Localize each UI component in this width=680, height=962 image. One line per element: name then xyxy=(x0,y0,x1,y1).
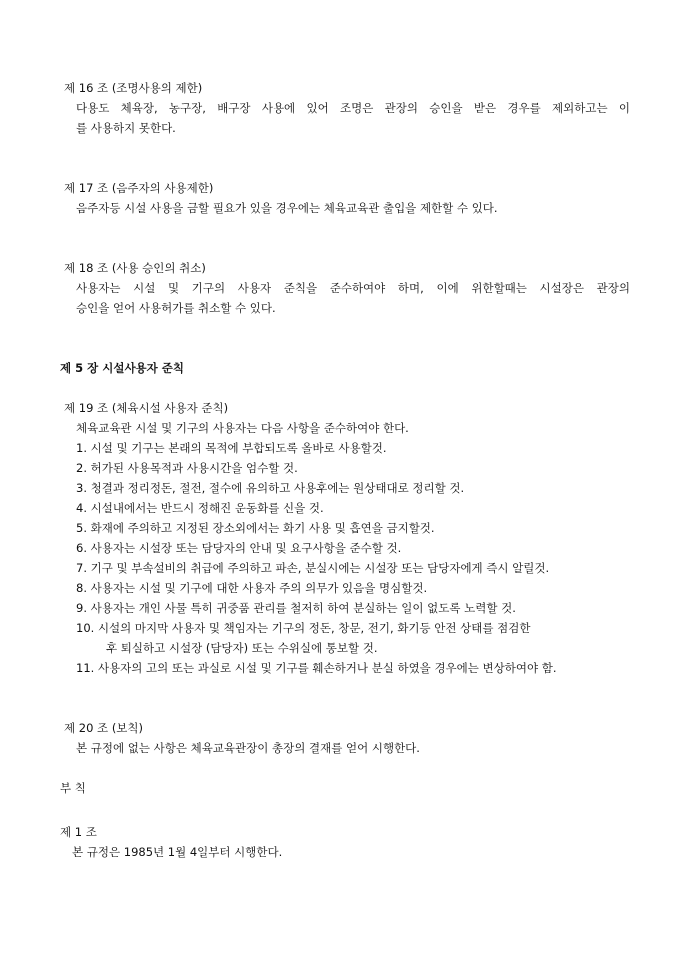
list-item: 4. 시설내에서는 반드시 정해진 운동화를 신을 것. xyxy=(76,501,324,515)
article-17-line-1: 음주자등 시설 사용을 금할 필요가 있을 경우에는 체육교육관 출입을 제한할 수 있다. xyxy=(76,201,498,215)
article-16-line-2: 를 사용하지 못한다. xyxy=(76,121,176,135)
article-19 xyxy=(64,398,634,678)
list-item-continuation: 후 퇴실하고 시설장 (담당자) 또는 수위실에 통보할 것. xyxy=(106,641,378,655)
supplementary-article-1-title: 제 1 조 xyxy=(60,825,97,839)
article-20 xyxy=(64,718,634,758)
supplementary-title: 부 칙 xyxy=(60,781,86,795)
article-17-title: 제 17 조 (음주자의 사용제한) xyxy=(64,181,214,195)
list-item: 11. 사용자의 고의 또는 과실로 시설 및 기구를 훼손하거나 분실 하였을 경우에는 변상하여야 함. xyxy=(76,661,557,675)
article-20-body xyxy=(64,738,634,758)
article-20-line-1: 본 규정에 없는 사항은 체육교육관장이 총장의 결재를 얻어 시행한다. xyxy=(76,741,420,755)
article-18-line-2: 승인을 얻어 사용허가를 취소할 수 있다. xyxy=(76,301,276,315)
chapter-5-title: 제 5 장 시설사용자 준칙 xyxy=(60,361,184,375)
article-18-body xyxy=(64,278,634,318)
article-19-list xyxy=(64,438,634,678)
article-18 xyxy=(64,258,634,318)
article-16-title: 제 16 조 (조명사용의 제한) xyxy=(64,81,203,95)
article-16-line-1: 다용도 체육장, 농구장, 배구장 사용에 있어 조명은 관장의 승인을 받은 경우를 제외하고는 이 xyxy=(76,101,630,115)
article-19-intro: 체육교육관 시설 및 기구의 사용자는 다음 사항을 준수하여야 한다. xyxy=(76,421,409,435)
list-item: 3. 청결과 정리정돈, 절전, 절수에 유의하고 사용후에는 원상태대로 정리할 것. xyxy=(76,481,465,495)
list-item: 6. 사용자는 시설장 또는 담당자의 안내 및 요구사항을 준수할 것. xyxy=(76,541,402,555)
article-16-body xyxy=(64,98,634,138)
list-item: 8. 사용자는 시설 및 기구에 대한 사용자 주의 의무가 있음을 명심할것. xyxy=(76,581,428,595)
supplementary-article-1 xyxy=(60,822,630,862)
list-item: 7. 기구 및 부속설비의 취급에 주의하고 파손, 분실시에는 시설장 또는 담당자에게 즉시 알릴것. xyxy=(76,561,550,575)
list-item: 1. 시설 및 기구는 본래의 목적에 부합되도록 올바로 사용할것. xyxy=(76,441,387,455)
list-item: 5. 화재에 주의하고 지정된 장소외에서는 화기 사용 및 흡연을 금지할것. xyxy=(76,521,435,535)
supplementary-article-1-body xyxy=(60,842,630,862)
article-18-line-1: 사용자는 시설 및 기구의 사용자 준칙을 준수하여야 하며, 이에 위한할때는 시설장은 관장의 xyxy=(76,281,630,295)
article-17 xyxy=(64,178,634,218)
list-item: 10. 시설의 마지막 사용자 및 책임자는 기구의 정돈, 창문, 전기, 화기등 안전 상태를 점검한 xyxy=(76,621,531,635)
article-16 xyxy=(64,78,634,138)
list-item: 9. 사용자는 개인 사물 특히 귀중품 관리를 철저히 하여 분실하는 일이 없도록 노력할 것. xyxy=(76,601,516,615)
article-19-title: 제 19 조 (체육시설 사용자 준칙) xyxy=(64,401,229,415)
supplementary-article-1-line-1: 본 규정은 1985년 1월 4일부터 시행한다. xyxy=(72,845,283,859)
list-item: 2. 허가된 사용목적과 사용시간을 엄수할 것. xyxy=(76,461,298,475)
article-19-body xyxy=(64,418,634,438)
article-17-body xyxy=(64,198,634,218)
article-18-title: 제 18 조 (사용 승인의 취소) xyxy=(64,261,206,275)
article-20-title: 제 20 조 (보칙) xyxy=(64,721,144,735)
